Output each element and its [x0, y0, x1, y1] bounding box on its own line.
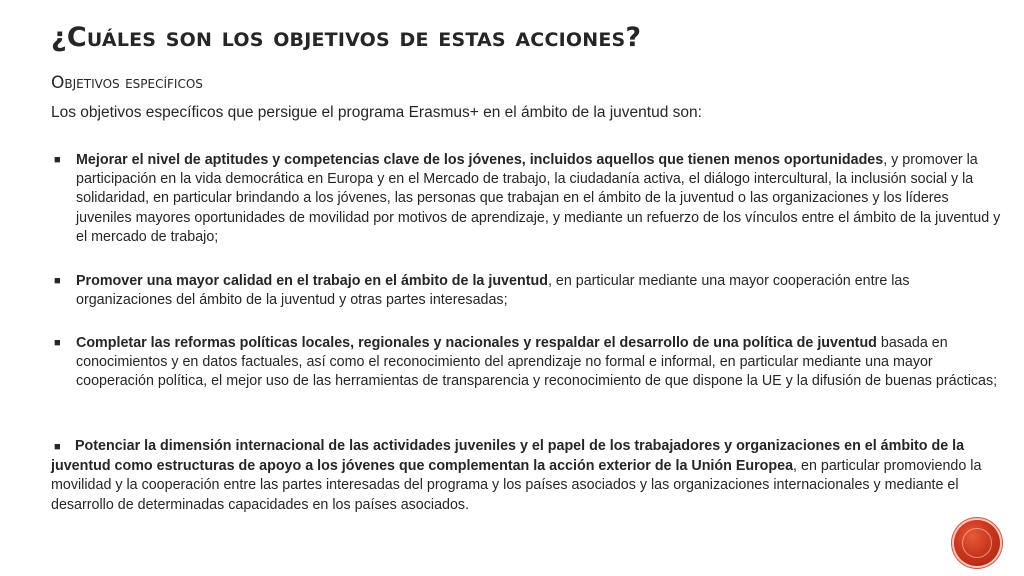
intro-text: Los objetivos específicos que persigue el programa Erasmus+ en el ámbito de la juventud son:	[51, 104, 702, 121]
top-accent-bar	[0, 0, 1024, 6]
bullet-item-4	[51, 437, 1001, 515]
bullet-item-2	[51, 272, 1001, 310]
bullet-3-text: basada en conocimientos y en datos factuales, así como el reconocimiento del aprendizaje no formal e informal, en particular mediante una mayor cooperación política, el mejor uso de las herramientas de transparencia y reconocimiento de que dispone la UE y la difusión de buenas prácticas;	[76, 335, 998, 390]
bullet-1-bold: Mejorar el nivel de aptitudes y competencias clave de los jóvenes, incluidos aquellos que tienen menos oportunidades	[76, 152, 884, 168]
bullet-2-bold: Promover una mayor calidad en el trabajo en el ámbito de la juventud	[76, 273, 548, 289]
bullet-2-text: , en particular mediante una mayor cooperación entre las organizaciones del ámbito de la juventud y otras partes interesadas;	[76, 273, 910, 309]
slide-title: ¿Cuáles son los objetivos de estas acciones?	[51, 22, 642, 53]
bullet-4-bold: Potenciar la dimensión internacional de las actividades juveniles y el papel de los trabajadores y organizaciones en el ámbito de la juventud como estructuras de apoyo a los jóvenes que complementan la acción exterior de la Unión Europea	[51, 438, 965, 475]
bullet-square-icon: ■	[54, 441, 61, 453]
red-circle-logo-icon	[954, 520, 1000, 566]
bullet-item-3	[51, 334, 1001, 392]
bullet-square-icon: ■	[54, 154, 61, 166]
bullet-item-1	[51, 151, 1001, 247]
bullet-4-text: , en particular promoviendo la movilidad y la cooperación entre las partes interesadas del programa y los países asociados y las organizaciones internacionales y mediante el desarrollo de determinadas capacidades en los países asociados.	[51, 458, 982, 513]
bullet-square-icon: ■	[54, 337, 61, 349]
bullet-1-text: , y promover la participación en la vida democrática en Europa y en el Mercado de trabajo, la ciudadanía activa, el diálogo intercultural, la inclusión social y la solidaridad, en particular brindando a los jóvenes, las personas que trabajan en el ámbito de la juventud o las organizaciones y los líderes juveniles mayores oportunidades de movilidad por motivos de aprendizaje, y mediante un refuerzo de los vínculos entre el ámbito de la juventud y el mercado de trabajo;	[76, 152, 1001, 245]
bullet-3-bold: Completar las reformas políticas locales, regionales y nacionales y respaldar el desarrollo de una política de juventud	[76, 335, 877, 351]
slide-subtitle: Objetivos específicos	[51, 73, 203, 93]
bullet-square-icon: ■	[54, 275, 61, 287]
logo-ring	[962, 528, 992, 558]
